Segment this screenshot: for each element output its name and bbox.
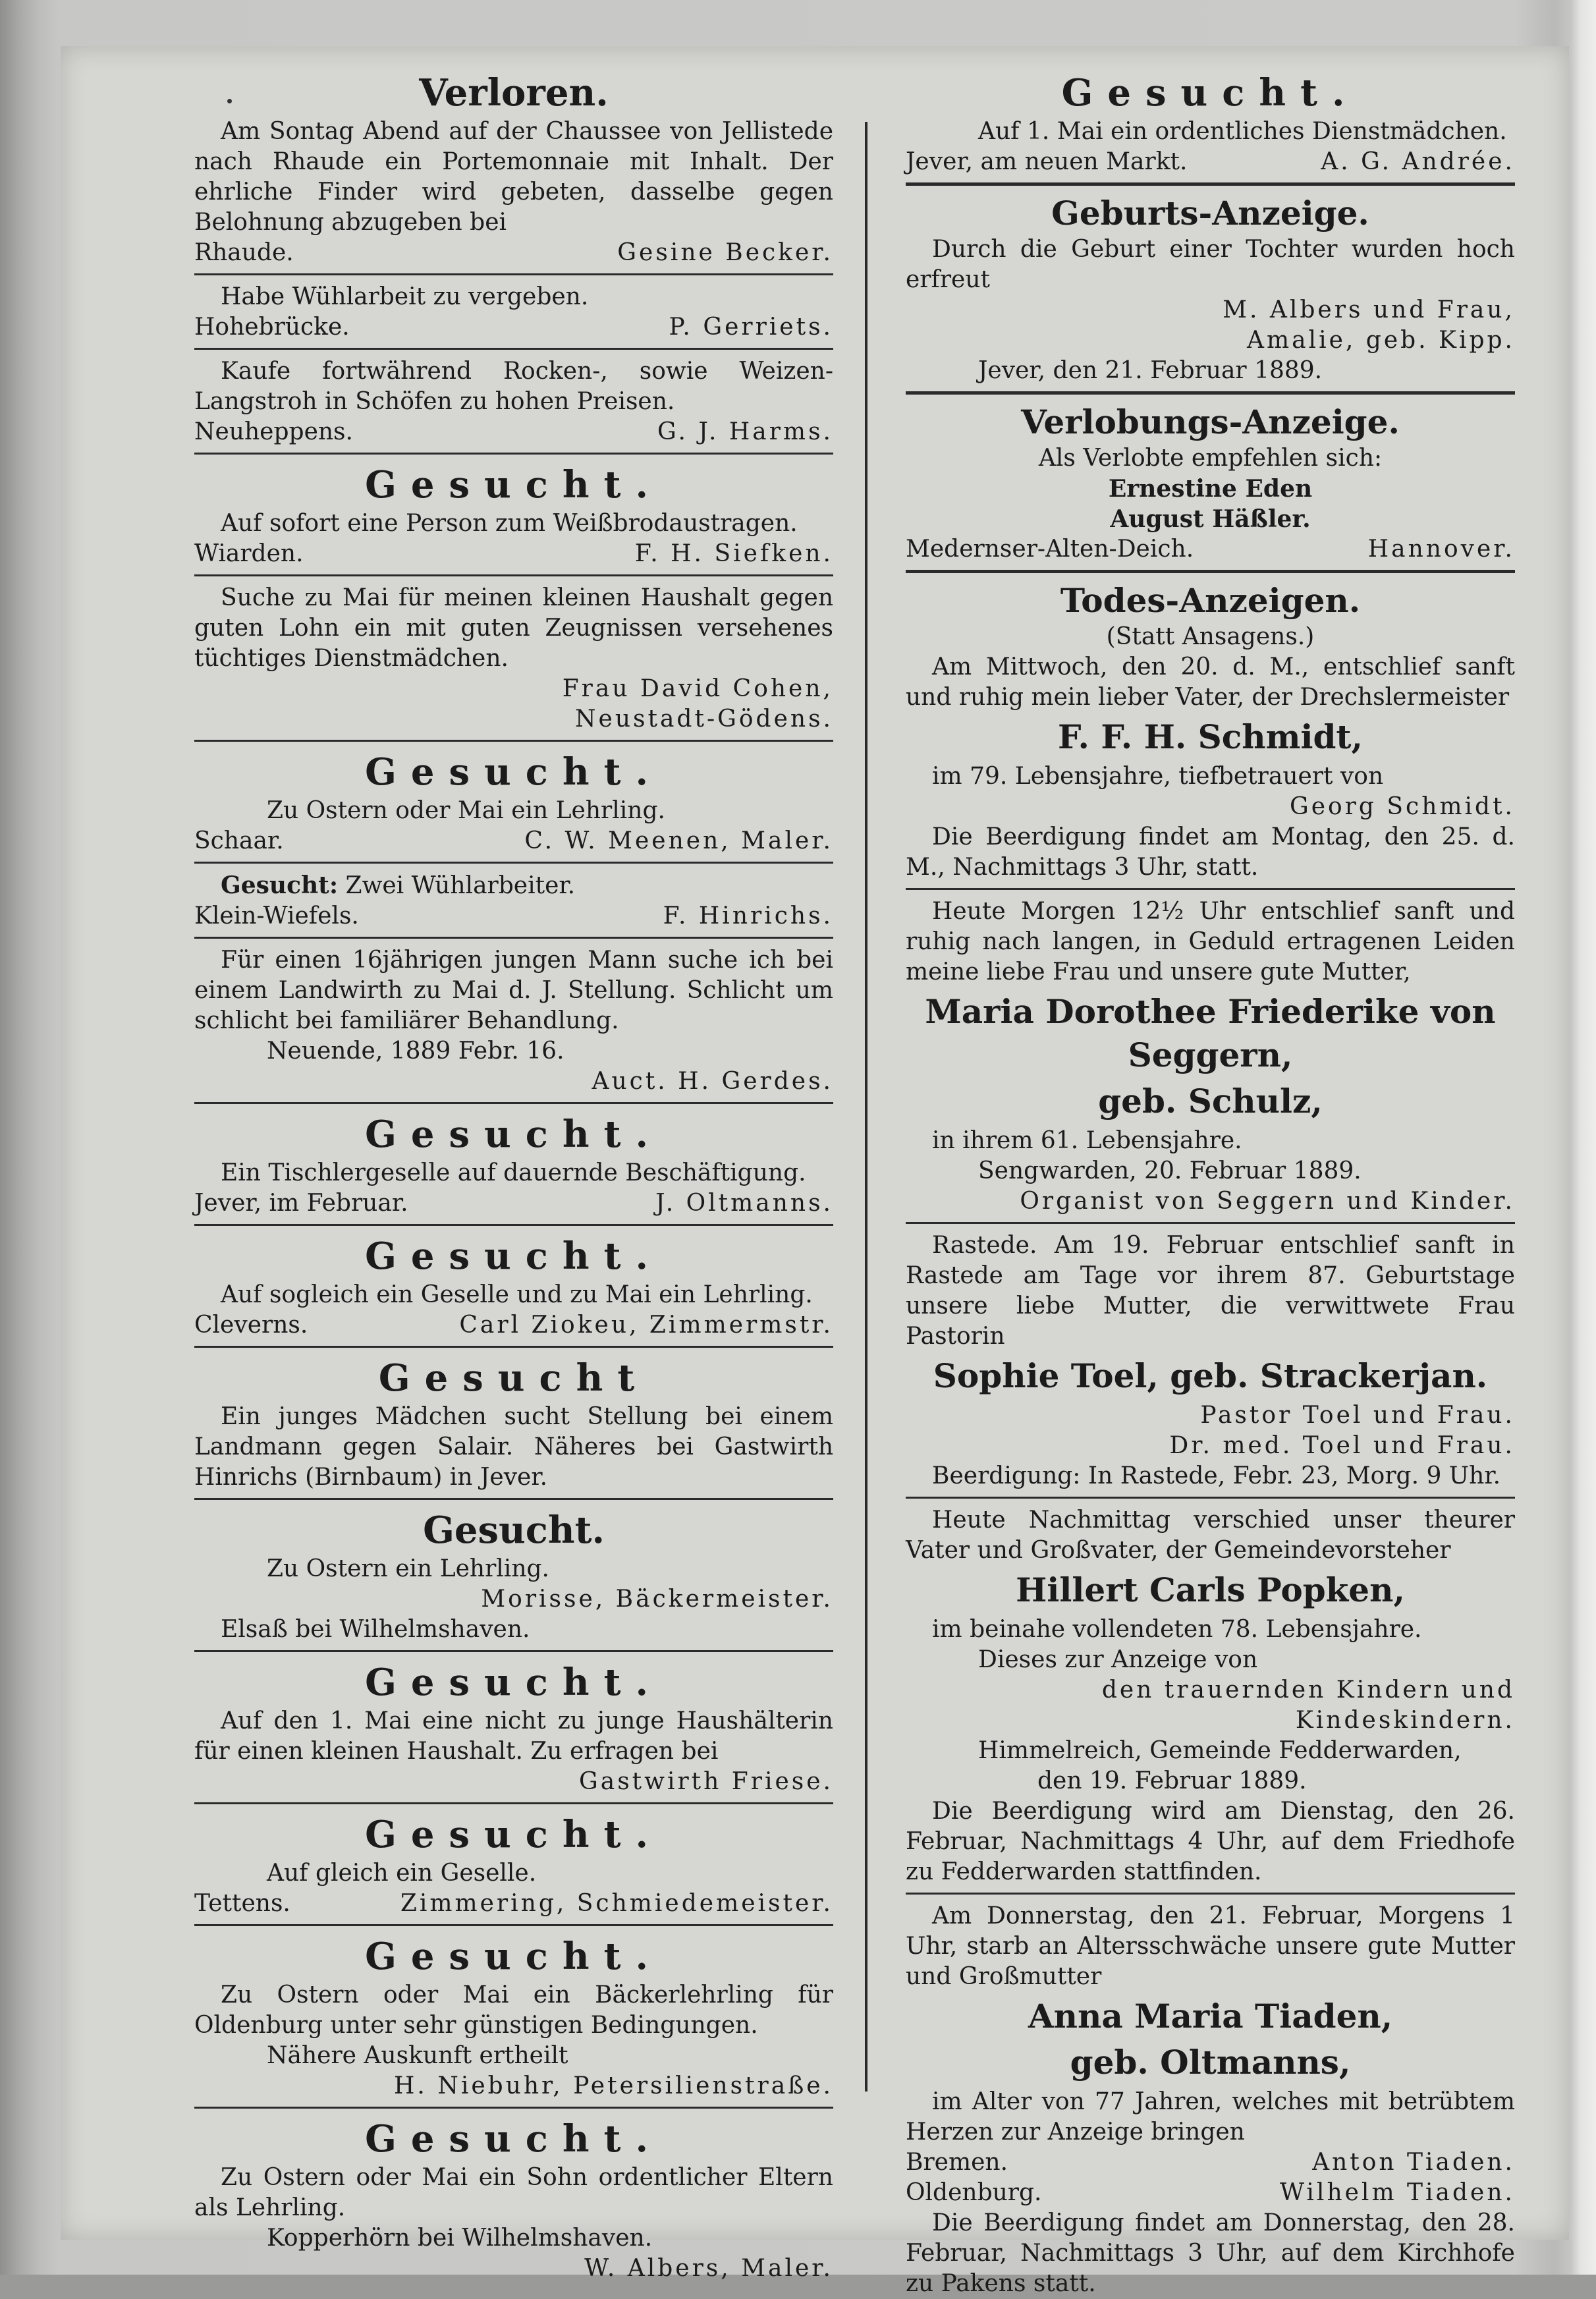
ad-signature-row — [194, 238, 833, 268]
ad-heading: Gesucht. — [365, 463, 663, 507]
separator-rule — [906, 1893, 1515, 1895]
separator-rule — [194, 740, 833, 742]
separator-rule — [194, 862, 833, 864]
separator-rule — [906, 391, 1515, 395]
centered-line: Als Verlobte empfehlen sich: — [1038, 445, 1383, 472]
ad-text: Habe Wühlarbeit zu vergeben. — [221, 283, 589, 310]
ad-text: im 79. Lebensjahre, tiefbetrauert von — [932, 763, 1384, 790]
ad-signature: Organist von Seggern und Kinder. — [1020, 1188, 1515, 1215]
ad-heading: Gesucht. — [1061, 71, 1360, 115]
ad-place: Bremen. — [906, 2149, 1008, 2176]
ad-signature: A. G. Andrée. — [1321, 148, 1515, 175]
ad-text: Auf sogleich ein Geselle und zu Mai ein Lehrling. — [221, 1281, 813, 1308]
ad-text: Elsaß bei Wilhelmshaven. — [221, 1616, 530, 1643]
separator-rule — [194, 1802, 833, 1804]
ad-heading: Gesucht. — [365, 1661, 663, 1704]
deceased-name: geb. Oltmanns, — [1070, 2043, 1351, 2082]
ad-signature-row — [906, 2178, 1515, 2208]
ad-text: Zu Ostern oder Mai ein Sohn ordentlicher Eltern als Lehrling. — [194, 2164, 833, 2221]
section-heading: Verlobungs-Anzeige. — [1021, 402, 1400, 441]
ad-signature: Zimmering, Schmiedemeister. — [400, 1890, 833, 1917]
ad-text: in ihrem 61. Lebensjahre. — [932, 1127, 1242, 1154]
ad-signature-row — [194, 826, 833, 856]
ad-heading: Gesucht. — [365, 750, 663, 794]
ad-signature: M. Albers und Frau, — [1223, 296, 1515, 323]
deceased-name: Anna Maria Tiaden, — [1028, 1997, 1393, 2036]
ad-place: Neuheppens. — [194, 418, 353, 445]
ad-signature-row — [194, 901, 833, 931]
ad-text: Auf sofort eine Person zum Weißbrodaustragen. — [221, 510, 798, 537]
ad-heading: Gesucht. — [365, 1113, 663, 1156]
ad-text: Auf den 1. Mai eine nicht zu junge Haushälterin für einen kleinen Haushalt. Zu erfragen bei — [194, 1707, 833, 1765]
separator-rule — [194, 273, 833, 275]
ad-signature: Dr. med. Toel und Frau. — [1169, 1432, 1515, 1459]
ad-place: Rhaude. — [194, 239, 294, 266]
ad-signature-row — [194, 1889, 833, 1919]
left-column — [194, 69, 833, 2284]
ad-text: Am Donnerstag, den 21. Februar, Morgens 1 Uhr, starb an Altersschwäche unsere gute Mutter und Großmutter — [906, 1902, 1515, 1990]
ad-heading: Gesucht. — [365, 1935, 663, 1978]
ad-signature: H. Niebuhr, Petersilienstraße. — [394, 2072, 833, 2099]
ad-signature-row — [194, 1310, 833, 1341]
separator-rule — [194, 1650, 833, 1652]
separator-rule — [194, 1924, 833, 1926]
ad-line: Nähere Auskunft ertheilt — [267, 2042, 568, 2069]
deceased-name: Maria Dorothee Friederike von Seggern, — [925, 992, 1496, 1074]
ad-text: Ein Tischlergeselle auf dauernde Beschäftigung. — [221, 1159, 806, 1186]
separator-rule — [194, 937, 833, 939]
separator-rule — [906, 1222, 1515, 1224]
ad-text: Ein junges Mädchen sucht Stellung bei einem Landmann gegen Salair. Näheres bei Gastwirth Hinrichs (Birnbaum) in Jever. — [194, 1403, 833, 1491]
ad-heading: Gesucht. — [365, 1234, 663, 1278]
section-heading: Todes-Anzeigen. — [1060, 581, 1361, 620]
ad-signature: W. Albers, Maler. — [584, 2255, 833, 2282]
ad-line: Auf 1. Mai ein ordentliches Dienstmädchen. — [978, 118, 1507, 145]
ad-text: Die Beerdigung wird am Dienstag, den 26. Februar, Nachmittags 4 Uhr, auf dem Friedhofe zu Fedderwarden stattfinden. — [906, 1798, 1515, 1885]
ad-line: Himmelreich, Gemeinde Fedderwarden, — [978, 1737, 1462, 1764]
ad-place: Jever, am neuen Markt. — [906, 148, 1188, 175]
ad-signature: Pastor Toel und Frau. — [1200, 1402, 1515, 1429]
ad-signature-row — [194, 539, 833, 569]
ad-signature-row — [906, 534, 1515, 565]
ad-signature: P. Gerriets. — [669, 314, 833, 341]
ad-signature: Anton Tiaden. — [1312, 2149, 1515, 2176]
ad-signature: F. Hinrichs. — [663, 902, 833, 929]
ad-signature-row — [194, 417, 833, 447]
ad-text: im beinahe vollendeten 78. Lebensjahre. — [932, 1616, 1422, 1643]
ad-text: Heute Morgen 12½ Uhr entschlief sanft und ruhig nach langen, in Geduld ertragenen Leiden meine liebe Frau und unsere gute Mutter, — [906, 898, 1515, 985]
ad-place: Jever, im Februar. — [194, 1190, 408, 1217]
ad-line: Jever, den 21. Februar 1889. — [978, 357, 1323, 384]
ad-text: Heute Nachmittag verschied unser theurer Vater und Großvater, der Gemeindevorsteher — [906, 1507, 1515, 1564]
ad-line: Dieses zur Anzeige von — [978, 1646, 1258, 1673]
ad-line: Auf gleich ein Geselle. — [267, 1860, 537, 1887]
ad-text: Durch die Geburt einer Tochter wurden hoch erfreut — [906, 236, 1515, 293]
ad-text: Zu Ostern oder Mai ein Bäckerlehrling für Oldenburg unter sehr günstigen Bedingungen. — [194, 1981, 833, 2039]
ad-line: Neuende, 1889 Febr. 16. — [267, 1038, 564, 1065]
ad-place: Tettens. — [194, 1890, 290, 1917]
ad-signature: C. W. Meenen, Maler. — [524, 827, 833, 854]
ad-text: Beerdigung: In Rastede, Febr. 23, Morg. 9 Uhr. — [932, 1462, 1501, 1489]
section-heading: Geburts-Anzeige. — [1051, 194, 1369, 233]
column-divider — [865, 122, 867, 2091]
separator-rule — [906, 1497, 1515, 1499]
separator-rule — [194, 1346, 833, 1348]
ad-signature: Morisse, Bäckermeister. — [481, 1586, 833, 1613]
ad-text: Am Mittwoch, den 20. d. M., entschlief sanft und ruhig mein lieber Vater, der Drechslermeister — [906, 653, 1515, 711]
ad-text — [194, 870, 833, 901]
ad-heading: Verloren. — [419, 71, 609, 115]
separator-rule — [194, 348, 833, 350]
engaged-name: Ernestine Eden — [1108, 475, 1313, 503]
ad-heading: Gesucht. — [423, 1509, 605, 1552]
ad-text: Suche zu Mai für meinen kleinen Haushalt gegen guten Lohn ein mit guten Zeugnissen versehenes tüchtiges Dienstmädchen. — [194, 584, 833, 672]
ad-signature: den trauernden Kindern und Kindeskindern. — [1101, 1676, 1515, 1734]
separator-rule — [906, 888, 1515, 890]
ad-line: Zu Ostern ein Lehrling. — [267, 1555, 549, 1582]
ad-signature-row — [906, 147, 1515, 177]
ad-text: Die Beerdigung findet am Montag, den 25. d. M., Nachmittags 3 Uhr, statt. — [906, 823, 1515, 881]
separator-rule — [194, 1224, 833, 1226]
ad-signature: Georg Schmidt. — [1289, 793, 1515, 820]
ad-place: Cleverns. — [194, 1312, 308, 1339]
ad-signature-row — [194, 1188, 833, 1219]
deceased-name: Sophie Toel, geb. Strackerjan. — [933, 1356, 1488, 1395]
ad-signature: Neustadt-Gödens. — [575, 706, 833, 733]
ad-text: Die Beerdigung findet am Donnerstag, den 28. Februar, Nachmittags 3 Uhr, auf dem Kirchhofe zu Pakens statt. — [906, 2209, 1515, 2297]
engaged-name: August Häßler. — [1110, 505, 1311, 533]
ad-signature: Frau David Cohen, — [562, 675, 833, 702]
separator-rule — [194, 2107, 833, 2109]
deceased-name: F. F. H. Schmidt, — [1058, 717, 1363, 756]
ad-signature: Carl Ziokeu, Zimmermstr. — [459, 1312, 833, 1339]
separator-rule — [194, 1102, 833, 1104]
ad-signature: Gesine Becker. — [617, 239, 833, 266]
ad-line: Zu Ostern oder Mai ein Lehrling. — [267, 797, 665, 824]
separator-rule — [906, 182, 1515, 186]
ad-text: im Alter von 77 Jahren, welches mit betrübtem Herzen zur Anzeige bringen — [906, 2088, 1515, 2146]
ad-place: Medernser-Alten-Deich. — [906, 536, 1194, 563]
ad-signature: F. H. Siefken. — [634, 540, 833, 567]
ad-signature: J. Oltmanns. — [655, 1190, 833, 1217]
separator-rule — [906, 570, 1515, 573]
ad-signature-row — [906, 2147, 1515, 2178]
ad-text: Kaufe fortwährend Rocken-, sowie Weizen-Langstroh in Schöfen zu hohen Preisen. — [194, 358, 833, 415]
deceased-name: Hillert Carls Popken, — [1016, 1570, 1405, 1609]
ad-signature: Gastwirth Friese. — [578, 1768, 833, 1795]
ad-text: Für einen 16jährigen jungen Mann suche ich bei einem Landwirth zu Mai d. J. Stellung. Schlicht um schlicht bei familiärer Behandlung. — [194, 947, 833, 1034]
ad-signature: G. J. Harms. — [657, 418, 833, 445]
ad-place: Oldenburg. — [906, 2179, 1042, 2206]
ad-line: Kopperhörn bei Wilhelmshaven. — [267, 2225, 653, 2252]
ad-place: Wiarden. — [194, 540, 304, 567]
ad-heading: Gesucht. — [365, 1813, 663, 1856]
separator-rule — [194, 453, 833, 455]
ad-signature: Amalie, geb. Kipp. — [1246, 327, 1515, 354]
deceased-name: geb. Schulz, — [1098, 1082, 1323, 1121]
centered-line: (Statt Ansagens.) — [1106, 623, 1315, 650]
ad-text-rest: Zwei Wühlarbeiter. — [338, 872, 576, 899]
ad-text: Am Sontag Abend auf der Chaussee von Jellistede nach Rhaude ein Portemonnaie mit Inhalt. Der ehrliche Finder wird gebeten, dasselbe gegen Belohnung abzugeben bei — [194, 118, 833, 236]
separator-rule — [194, 574, 833, 576]
separator-rule — [194, 1498, 833, 1500]
ad-signature: Hannover. — [1367, 536, 1515, 563]
ad-signature: Wilhelm Tiaden. — [1280, 2179, 1515, 2206]
ad-heading: Gesucht — [378, 1356, 649, 1400]
ad-place: Hohebrücke. — [194, 314, 350, 341]
ad-line: den 19. Februar 1889. — [1037, 1767, 1307, 1794]
ad-text: Rastede. Am 19. Februar entschlief sanft in Rastede am Tage vor ihrem 87. Geburtstage unsere liebe Mutter, die verwittwete Frau Pastorin — [906, 1232, 1515, 1350]
ad-place: Schaar. — [194, 827, 284, 854]
ad-place: Klein-Wiefels. — [194, 902, 359, 929]
right-column — [906, 69, 1515, 2299]
ad-line: Sengwarden, 20. Februar 1889. — [978, 1157, 1362, 1184]
ad-signature: Auct. H. Gerdes. — [592, 1068, 833, 1095]
ad-heading: Gesucht. — [365, 2117, 663, 2161]
ad-keyword: Gesucht: — [221, 872, 339, 899]
ad-signature-row — [194, 312, 833, 343]
